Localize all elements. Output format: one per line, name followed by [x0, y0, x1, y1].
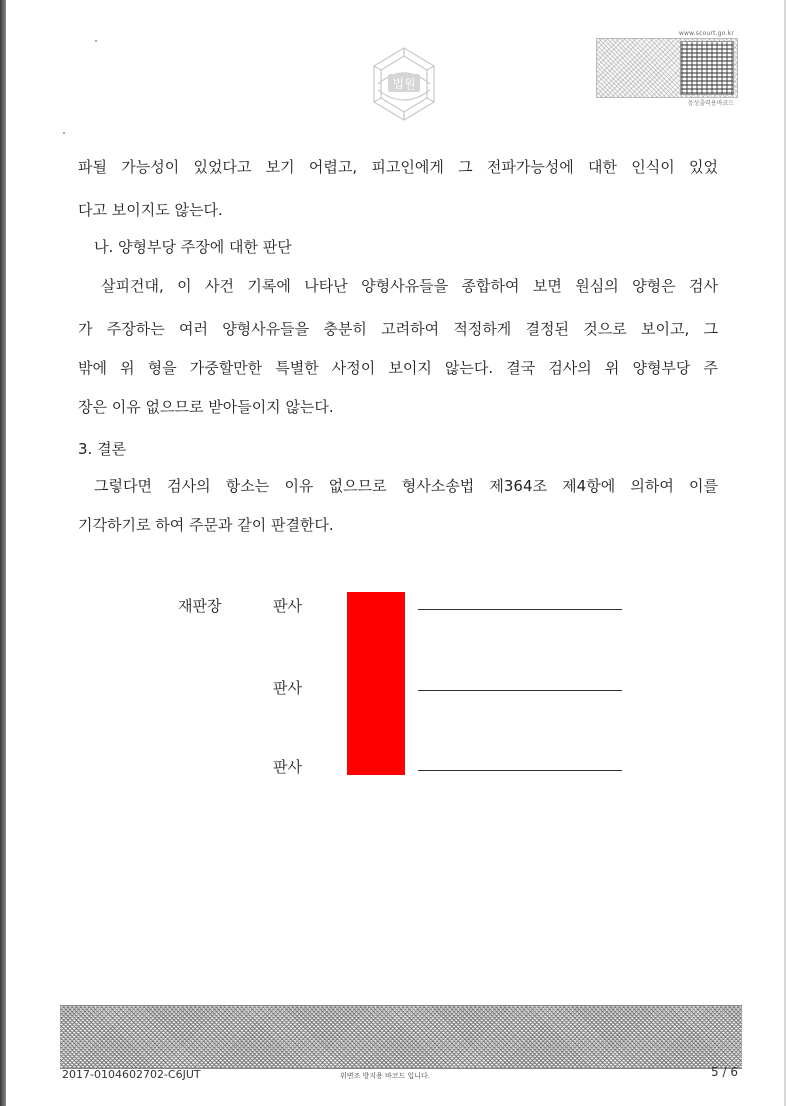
judge-label-2: 판사: [273, 679, 302, 697]
signature-line-2: [418, 690, 622, 691]
section-na-heading: 나. 양형부당 주장에 대한 판단: [94, 238, 292, 256]
redacted-names-block: [347, 592, 405, 775]
judge-label-3: 판사: [273, 758, 302, 776]
paragraph1-line2: 다고 보이지도 않는다.: [78, 201, 223, 219]
paragraph1-line1: 파될 가능성이 있었다고 보기 어렵고, 피고인에게 그 전파가능성에 대한 인식이 있었: [78, 158, 718, 176]
scan-speck: [63, 132, 65, 134]
signature-line-1: [418, 609, 622, 610]
barcode-url: www.scourt.go.kr: [678, 30, 734, 37]
seal-text: 법원: [392, 77, 416, 91]
scan-speck: [95, 40, 97, 42]
anti-forgery-barcode: [60, 1005, 742, 1069]
judge-label-1: 판사: [273, 597, 302, 615]
page-left-edge: [0, 0, 6, 1106]
top-barcode: [596, 30, 738, 108]
signature-line-3: [418, 770, 622, 771]
presiding-judge-label: 재판장: [178, 597, 222, 615]
paragraph2-line1: 살피건대, 이 사건 기록에 나타난 양형사유들을 종합하여 보면 원심의 양형은 검사: [101, 277, 718, 295]
court-seal-icon: [364, 44, 444, 124]
page-number: 5 / 6: [711, 1065, 738, 1079]
section3-heading: 3. 결론: [78, 440, 127, 458]
paragraph3-line1: 그렇다면 검사의 항소는 이유 없으므로 형사소송법 제364조 제4항에 의하여 이를: [94, 477, 718, 495]
barcode-caption: 음성출력용바코드: [687, 100, 734, 107]
qr-code-icon: [680, 41, 734, 95]
paragraph2-line2: 가 주장하는 여러 양형사유들을 충분히 고려하여 적정하게 결정된 것으로 보이고, 그: [78, 320, 718, 338]
document-id: 2017-0104602702-C6JUT: [62, 1068, 201, 1081]
barcode-notice: 위변조 방지용 바코드 입니다.: [340, 1072, 431, 1080]
paragraph2-line4: 장은 이유 없으므로 받아들이지 않는다.: [78, 398, 334, 416]
paragraph3-line2: 기각하기로 하여 주문과 같이 판결한다.: [78, 516, 334, 534]
paragraph2-line3: 밖에 위 형을 가중할만한 특별한 사정이 보이지 않는다. 결국 검사의 위 양형부당 주: [78, 359, 718, 377]
